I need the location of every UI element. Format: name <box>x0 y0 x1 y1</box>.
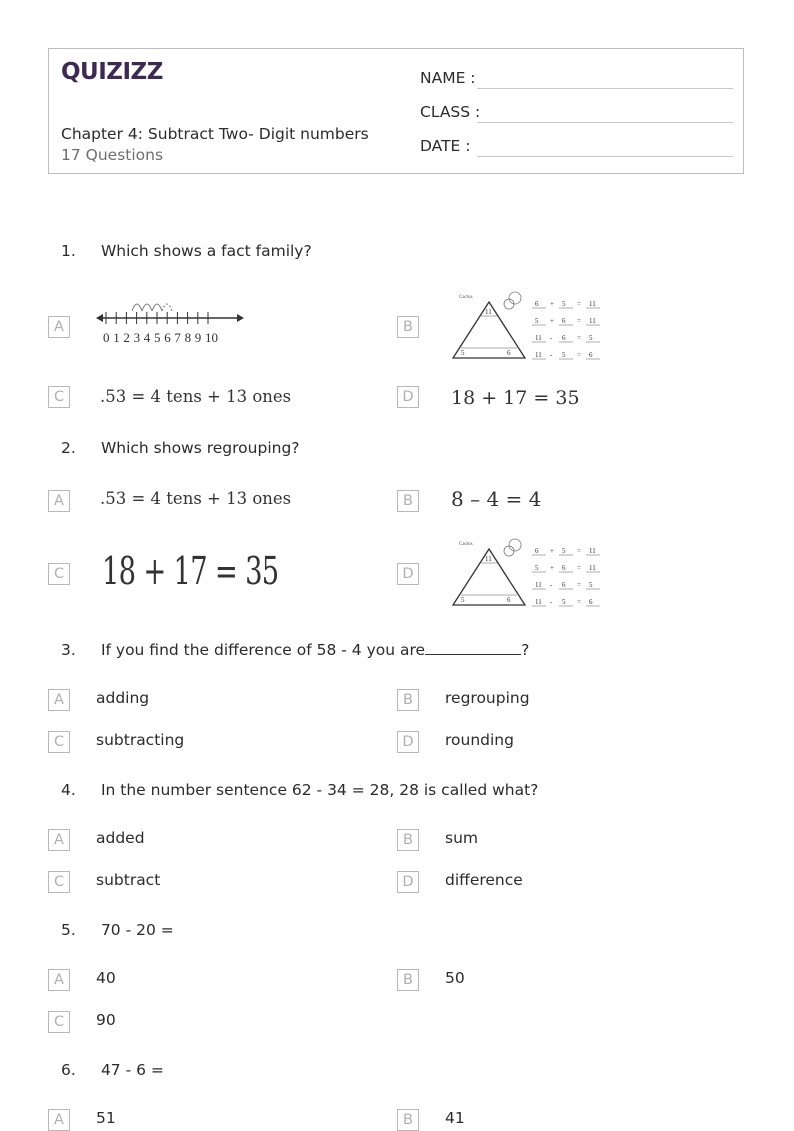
equation-token: 5 <box>562 598 566 606</box>
equation-token: = <box>577 317 581 325</box>
option-letter: A <box>48 1109 70 1131</box>
class-line[interactable] <box>477 122 733 123</box>
option-letter: A <box>48 490 70 512</box>
question-text: In the number sentence 62 - 34 = 28, 28 is called what? <box>100 781 539 799</box>
option-text: regrouping <box>445 689 530 707</box>
equation-token: 11 <box>535 598 542 606</box>
option-text: 50 <box>445 969 465 987</box>
question-text-end: ? <box>521 641 530 659</box>
class-field[interactable] <box>420 103 480 121</box>
question-text: 70 - 20 = <box>100 921 174 939</box>
option-letter: D <box>397 386 419 408</box>
equation-token: 5 <box>562 300 566 308</box>
equation-token: 6 <box>562 581 566 589</box>
question-text: Which shows regrouping? <box>100 439 300 457</box>
equation-token: - <box>550 351 553 359</box>
class-label: CLASS : <box>420 103 481 121</box>
option-letter: A <box>48 829 70 851</box>
quizizz-logo: QUIZIZZ <box>61 59 163 85</box>
equation-token: + <box>550 547 554 555</box>
question-number: 2. <box>61 439 76 457</box>
equation-token: 5 <box>589 334 593 342</box>
number-line-image <box>96 286 246 354</box>
equation-token: + <box>550 317 554 325</box>
option-text: subtract <box>96 871 161 889</box>
question-text: Which shows a fact family? <box>100 242 312 260</box>
option-text: difference <box>445 871 523 889</box>
name-field[interactable] <box>420 69 476 87</box>
equation-token: 5 <box>562 351 566 359</box>
equation-token: 11 <box>589 547 596 555</box>
equation-token: 5 <box>535 564 539 572</box>
equation-token: 11 <box>535 351 542 359</box>
number-line-label: 2 <box>123 330 130 345</box>
equation-token: 5 <box>562 547 566 555</box>
fact-triangle-image <box>449 535 609 613</box>
option-text: rounding <box>445 731 514 749</box>
question-number: 3. <box>61 641 76 659</box>
option-letter: B <box>397 689 419 711</box>
equation-token: - <box>550 334 553 342</box>
question-text: If you find the difference of 58 - 4 you are <box>100 641 426 659</box>
option-text: 8 – 4 = 4 <box>451 487 542 511</box>
number-line-label: 8 <box>184 330 192 345</box>
number-line-label: 0 <box>103 330 110 345</box>
equation-token: = <box>577 598 581 606</box>
worksheet-header <box>48 48 744 174</box>
option-text: .53 = 4 tens + 13 ones <box>100 489 292 508</box>
date-field[interactable] <box>420 137 470 155</box>
date-line[interactable] <box>477 156 733 157</box>
equation-token: - <box>550 581 553 589</box>
fact-triangle-image <box>449 288 609 366</box>
equation-token: = <box>577 334 581 342</box>
question-number: 6. <box>61 1061 76 1079</box>
equation-token: 11 <box>589 564 596 572</box>
question-5 <box>61 921 174 939</box>
option-letter: A <box>48 969 70 991</box>
equation-token: = <box>577 581 581 589</box>
triangle-left-number: 5 <box>461 349 465 357</box>
option-letter: C <box>48 563 70 585</box>
equation-token: 6 <box>562 317 566 325</box>
equation-token: 6 <box>589 598 593 606</box>
question-text: 47 - 6 = <box>100 1061 164 1079</box>
equation-token: - <box>550 598 553 606</box>
equation-token: 6 <box>535 300 539 308</box>
date-label: DATE : <box>420 137 471 155</box>
triangle-right-number: 6 <box>507 349 511 357</box>
name-line[interactable] <box>477 88 733 89</box>
triangle-top-number: 11 <box>485 555 492 563</box>
option-letter: B <box>397 829 419 851</box>
equation-token: 6 <box>562 334 566 342</box>
triangle-right-number: 6 <box>507 596 511 604</box>
number-line-label: 1 <box>113 330 120 345</box>
equation-token: 5 <box>535 317 539 325</box>
equation-token: 6 <box>589 351 593 359</box>
option-letter: B <box>397 1109 419 1131</box>
dice-icon <box>504 546 514 556</box>
triangle-left-number: 5 <box>461 596 465 604</box>
worksheet-title: Chapter 4: Subtract Two- Digit numbers <box>61 125 369 143</box>
number-line-label: 10 <box>205 330 218 345</box>
number-line-label: 6 <box>164 330 171 345</box>
option-text: subtracting <box>96 731 185 749</box>
triangle-caption: Cactus <box>459 295 473 300</box>
equation-token: = <box>577 351 581 359</box>
option-letter: C <box>48 386 70 408</box>
option-letter: C <box>48 731 70 753</box>
equation-token: 11 <box>589 300 596 308</box>
option-letter: D <box>397 871 419 893</box>
option-text: added <box>96 829 145 847</box>
question-1 <box>61 242 312 260</box>
option-text: .53 = 4 tens + 13 ones <box>100 387 292 406</box>
option-text: adding <box>96 689 150 707</box>
option-letter: B <box>397 490 419 512</box>
option-letter: A <box>48 689 70 711</box>
equation-token: = <box>577 547 581 555</box>
question-number: 1. <box>61 242 76 260</box>
option-letter: A <box>48 316 70 338</box>
number-line-label: 7 <box>174 330 181 345</box>
equation-token: 11 <box>535 334 542 342</box>
question-3 <box>61 641 529 659</box>
option-text: 18 + 17 = 35 <box>102 549 279 593</box>
equation-token: + <box>550 564 554 572</box>
number-line-label: 5 <box>154 330 161 345</box>
number-line-label: 3 <box>133 330 141 345</box>
equation-token: = <box>577 564 581 572</box>
triangle-caption: Cactus <box>459 542 473 547</box>
equation-token: 6 <box>562 564 566 572</box>
option-text: 41 <box>445 1109 465 1127</box>
option-letter: D <box>397 731 419 753</box>
question-6 <box>61 1061 164 1079</box>
number-line-label: 4 <box>143 330 151 345</box>
question-number: 4. <box>61 781 76 799</box>
option-letter: C <box>48 871 70 893</box>
answer-blank <box>425 654 521 655</box>
option-letter: D <box>397 563 419 585</box>
question-4 <box>61 781 538 799</box>
triangle-top-number: 11 <box>485 308 492 316</box>
equation-token: + <box>550 300 554 308</box>
option-text: 90 <box>96 1011 116 1029</box>
equation-token: 11 <box>589 317 596 325</box>
option-text: 18 + 17 = 35 <box>451 387 580 409</box>
name-label: NAME : <box>420 69 476 87</box>
option-text: sum <box>445 829 478 847</box>
equation-token: = <box>577 300 581 308</box>
equation-token: 5 <box>589 581 593 589</box>
dice-icon <box>504 299 514 309</box>
question-count: 17 Questions <box>61 146 164 164</box>
equation-token: 6 <box>535 547 539 555</box>
number-line-label: 9 <box>194 330 202 345</box>
question-number: 5. <box>61 921 76 939</box>
option-text: 40 <box>96 969 116 987</box>
option-letter: C <box>48 1011 70 1033</box>
question-2 <box>61 439 300 457</box>
option-letter: B <box>397 969 419 991</box>
option-text: 51 <box>96 1109 116 1127</box>
option-letter: B <box>397 316 419 338</box>
dice-icon <box>509 292 521 304</box>
equation-token: 11 <box>535 581 542 589</box>
dice-icon <box>509 539 521 551</box>
